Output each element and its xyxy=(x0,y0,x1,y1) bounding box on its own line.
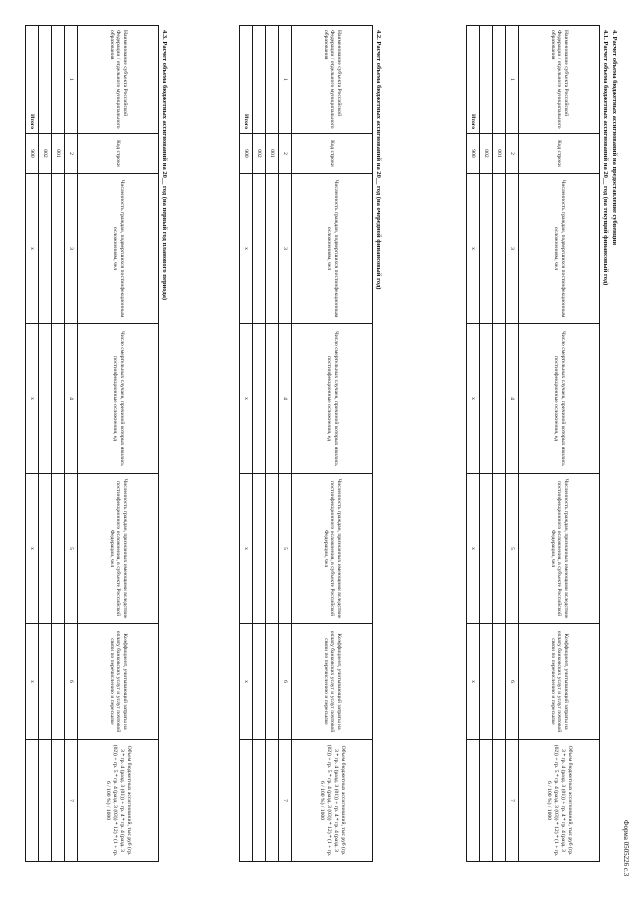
column-number: 3 xyxy=(506,174,519,324)
total-x-mark: x xyxy=(467,324,480,474)
col-header-disabled-citizens: Численность граждан, признанных имеющими вследствие постинфекционного осложнения, в субъекте Российской Федерации, чел xyxy=(519,474,600,624)
cell-value[interactable] xyxy=(39,624,52,740)
table-4-3 xyxy=(25,25,159,862)
cell-value[interactable] xyxy=(266,474,279,624)
cell-value[interactable] xyxy=(253,474,266,624)
table-row xyxy=(480,26,493,862)
cell-value[interactable] xyxy=(493,174,506,324)
cell-value[interactable] xyxy=(266,324,279,474)
cell-subject[interactable] xyxy=(493,26,506,134)
cell-value[interactable] xyxy=(266,740,279,862)
cell-line-code: 001 xyxy=(52,134,65,174)
col-header-citizens-complications: Численность граждан, подвергшихся постинфекционным осложнениям, чел xyxy=(519,174,600,324)
cell-value[interactable] xyxy=(253,324,266,474)
total-x-mark: x xyxy=(240,174,253,324)
column-number: 4 xyxy=(65,324,78,474)
cell-value[interactable] xyxy=(493,474,506,624)
cell-line-code: 002 xyxy=(480,134,493,174)
col-header-bank-coefficient: Коэффициент, учитывающий затраты на оплату банковских услуг и услуг почтовой связи по перечислению и пересылке xyxy=(78,624,159,740)
cell-value[interactable] xyxy=(480,624,493,740)
cell-value[interactable] xyxy=(480,324,493,474)
cell-value[interactable] xyxy=(253,740,266,862)
column-number: 2 xyxy=(65,134,78,174)
total-x-mark: x xyxy=(26,324,39,474)
total-code: 900 xyxy=(26,134,39,174)
column-number: 4 xyxy=(506,324,519,474)
total-label: Итого xyxy=(467,26,480,134)
total-x-mark: x xyxy=(240,324,253,474)
column-number: 7 xyxy=(65,740,78,862)
total-x-mark: x xyxy=(26,474,39,624)
cell-line-code: 001 xyxy=(493,134,506,174)
col-header-bank-coefficient: Коэффициент, учитывающий затраты на оплату банковских услуг и услуг почтовой связи по перечислению и пересылке xyxy=(292,624,373,740)
cell-value[interactable] xyxy=(480,474,493,624)
section-title: 4. Расчет объема бюджетных ассигнований на предоставление субвенции xyxy=(611,30,618,246)
column-number: 5 xyxy=(65,474,78,624)
col-header-line-code: Код строки xyxy=(78,134,159,174)
column-number-row xyxy=(65,26,78,862)
cell-subject[interactable] xyxy=(253,26,266,134)
col-header-line-code: Код строки xyxy=(519,134,600,174)
cell-value[interactable] xyxy=(266,174,279,324)
col-header-line-code: Код строки xyxy=(292,134,373,174)
header-row xyxy=(292,26,373,862)
table-row xyxy=(493,26,506,862)
col-header-subject: Наименование субъекта Российской Федерации / отдельного муниципального образования xyxy=(292,26,373,134)
cell-subject[interactable] xyxy=(480,26,493,134)
col-header-citizens-complications: Численность граждан, подвергшихся постинфекционным осложнениям, чел xyxy=(78,174,159,324)
total-x-mark: x xyxy=(467,474,480,624)
cell-value[interactable] xyxy=(52,324,65,474)
cell-subject[interactable] xyxy=(52,26,65,134)
col-header-fatal-cases: Число смертельных случаев, причиной которых явились постинфекционные осложнения, ед xyxy=(292,324,373,474)
cell-subject[interactable] xyxy=(39,26,52,134)
total-row xyxy=(467,26,480,862)
table-row xyxy=(52,26,65,862)
cell-subject[interactable] xyxy=(266,26,279,134)
table-4-1-title: 4.1. Расчет объема бюджетных ассигнований на 20__ год (на текущий финансовый год) xyxy=(602,30,609,286)
col-header-budget-volume: Объем бюджетных ассигнований, тыс руб (гр. 3 * гр. 4 (разд. 3 (01)) + гр. 4 * гр. 4 (разд. 3 (02)) + гр. 5 * гр. 4 (разд. 3 (03)) * 12) * (1 + гр. 6 / 100 %) / 1000 xyxy=(78,740,159,862)
column-number: 6 xyxy=(506,624,519,740)
header-row xyxy=(519,26,600,862)
cell-line-code: 002 xyxy=(39,134,52,174)
total-x-mark: x xyxy=(467,624,480,740)
table-4-3-title: 4.3. Расчет объема бюджетных ассигнований на 20__ год (на первый год планового периода) xyxy=(161,30,168,301)
col-header-fatal-cases: Число смертельных случаев, причиной которых явились постинфекционные осложнения, ед xyxy=(78,324,159,474)
total-value[interactable] xyxy=(240,740,253,862)
total-label: Итого xyxy=(26,26,39,134)
cell-value[interactable] xyxy=(480,174,493,324)
cell-line-code: 001 xyxy=(266,134,279,174)
cell-value[interactable] xyxy=(39,740,52,862)
total-value[interactable] xyxy=(26,740,39,862)
column-number: 1 xyxy=(506,26,519,134)
col-header-fatal-cases: Число смертельных случаев, причиной которых явились постинфекционные осложнения, ед xyxy=(519,324,600,474)
cell-value[interactable] xyxy=(253,174,266,324)
column-number-row xyxy=(506,26,519,862)
table-4-2-title: 4.2. Расчет объема бюджетных ассигнований на 20__ год (на очередной финансовый год) xyxy=(375,30,382,290)
total-x-mark: x xyxy=(240,474,253,624)
col-header-disabled-citizens: Численность граждан, признанных имеющими вследствие постинфекционного осложнения, в субъекте Российской Федерации, чел xyxy=(78,474,159,624)
column-number: 3 xyxy=(279,174,292,324)
column-number: 1 xyxy=(65,26,78,134)
table-row xyxy=(266,26,279,862)
cell-value[interactable] xyxy=(39,324,52,474)
column-number: 6 xyxy=(65,624,78,740)
total-x-mark: x xyxy=(26,174,39,324)
cell-value[interactable] xyxy=(52,174,65,324)
cell-value[interactable] xyxy=(493,740,506,862)
total-x-mark: x xyxy=(467,174,480,324)
column-number: 7 xyxy=(506,740,519,862)
col-header-bank-coefficient: Коэффициент, учитывающий затраты на оплату банковских услуг и услуг почтовой связи по перечислению и пересылке xyxy=(519,624,600,740)
total-code: 900 xyxy=(240,134,253,174)
cell-value[interactable] xyxy=(52,474,65,624)
column-number: 5 xyxy=(279,474,292,624)
total-x-mark: x xyxy=(240,624,253,740)
total-row xyxy=(26,26,39,862)
column-number: 1 xyxy=(279,26,292,134)
col-header-subject: Наименование субъекта Российской Федерации / отдельного муниципального образования xyxy=(519,26,600,134)
cell-value[interactable] xyxy=(39,174,52,324)
cell-value[interactable] xyxy=(493,324,506,474)
cell-value[interactable] xyxy=(52,624,65,740)
column-number-row xyxy=(279,26,292,862)
total-label: Итого xyxy=(240,26,253,134)
col-header-budget-volume: Объем бюджетных ассигнований, тыс руб (гр. 3 * гр. 4 (разд. 3 (01)) + гр. 4 * гр. 4 (разд. 3 (02)) + гр. 5 * гр. 4 (разд. 3 (03)) * 12) * (1 + гр. 6 / 100 %) / 1000 xyxy=(519,740,600,862)
cell-value[interactable] xyxy=(52,740,65,862)
table-4-2 xyxy=(239,25,373,862)
cell-value[interactable] xyxy=(266,624,279,740)
form-code: Форма 0505226 с.3 xyxy=(622,820,630,877)
col-header-citizens-complications: Численность граждан, подвергшихся постинфекционным осложнениям, чел xyxy=(292,174,373,324)
table-row xyxy=(253,26,266,862)
col-header-disabled-citizens: Численность граждан, признанных имеющими вследствие постинфекционного осложнения, в субъекте Российской Федерации, чел xyxy=(292,474,373,624)
column-number: 2 xyxy=(279,134,292,174)
total-code: 900 xyxy=(467,134,480,174)
col-header-subject: Наименование субъекта Российской Федерации / отдельного муниципального образования xyxy=(78,26,159,134)
total-row xyxy=(240,26,253,862)
column-number: 2 xyxy=(506,134,519,174)
column-number: 5 xyxy=(506,474,519,624)
cell-value[interactable] xyxy=(480,740,493,862)
column-number: 3 xyxy=(65,174,78,324)
column-number: 7 xyxy=(279,740,292,862)
total-x-mark: x xyxy=(26,624,39,740)
table-row xyxy=(39,26,52,862)
cell-value[interactable] xyxy=(493,624,506,740)
cell-value[interactable] xyxy=(39,474,52,624)
cell-value[interactable] xyxy=(253,624,266,740)
table-4-1 xyxy=(466,25,600,862)
column-number: 4 xyxy=(279,324,292,474)
column-number: 6 xyxy=(279,624,292,740)
total-value[interactable] xyxy=(467,740,480,862)
cell-line-code: 002 xyxy=(253,134,266,174)
col-header-budget-volume: Объем бюджетных ассигнований, тыс руб (гр. 3 * гр. 4 (разд. 3 (01)) + гр. 4 * гр. 4 (разд. 3 (02)) + гр. 5 * гр. 4 (разд. 3 (03)) * 12) * (1 + гр. 6 / 100 %) / 1000 xyxy=(292,740,373,862)
header-row xyxy=(78,26,159,862)
